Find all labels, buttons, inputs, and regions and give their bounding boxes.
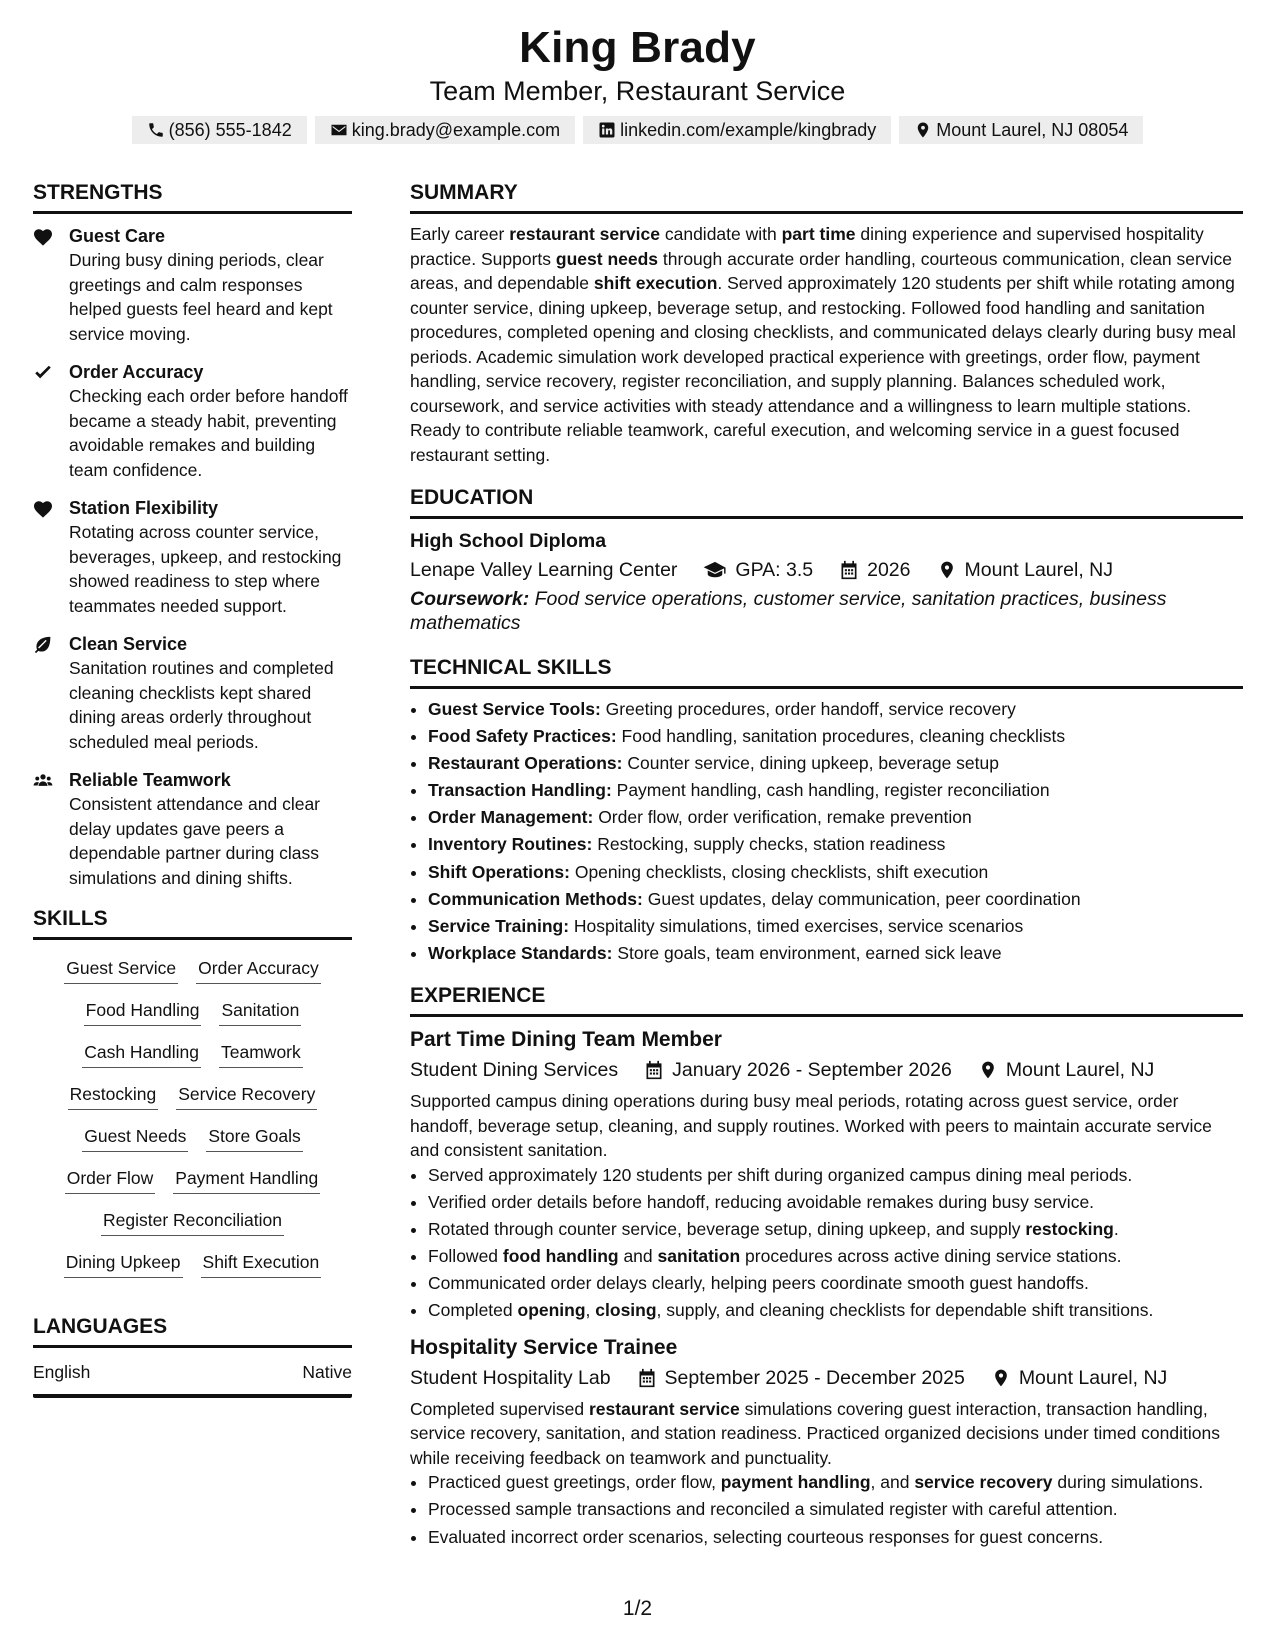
candidate-name: King Brady	[519, 23, 756, 72]
skills-row	[39, 1040, 346, 1068]
strength-desc: Sanitation routines and completed cleaning checklists kept shared dining areas orderly throughout scheduled meal periods.	[69, 658, 334, 752]
technical-skill-text: Greeting procedures, order handoff, service recovery	[605, 699, 1016, 719]
job-bullet	[428, 1190, 1243, 1215]
language-row	[33, 1352, 352, 1398]
technical-skill-item	[428, 805, 1243, 830]
skill-chip: Service Recovery	[176, 1082, 317, 1110]
skill-chip: Register Reconciliation	[101, 1208, 284, 1236]
job-meta	[410, 1363, 1243, 1393]
education-coursework	[410, 587, 1243, 635]
text-segment: . Served approximately 120 students per shift while rotating among counter service, dining upkeep, beverage setup, and restocking. Followed food handling and sanitation procedures, completed opening and closing checklists, and communicated delays clearly during busy meal periods. Academic simulation work developed practical experience with greetings, order flow, payment handling, service recovery, register reconciliation, and supply planning. Balances scheduled work, coursework, and service activities with steady attendance and a willingness to learn multiple stations. Ready to contribute reliable teamwork, careful execution, and welcoming service in a guest focused restaurant setting.	[410, 273, 1236, 465]
skill-chip: Order Flow	[65, 1166, 156, 1194]
phone-icon	[147, 121, 165, 139]
technical-skill-label: Shift Operations:	[428, 861, 570, 882]
linkedin-icon	[598, 121, 616, 139]
calendar-icon	[839, 560, 859, 580]
bold-text: part time	[781, 224, 856, 244]
job-bullet	[428, 1217, 1243, 1242]
summary-text	[410, 222, 1243, 467]
technical-skill-text: Store goals, team environment, earned sick leave	[617, 942, 1002, 963]
technical-skill-item	[428, 860, 1243, 885]
job-bullet	[428, 1525, 1243, 1550]
bold-text: opening	[517, 1300, 586, 1321]
job-org: Student Hospitality Lab	[410, 1366, 611, 1389]
location-pin-icon	[978, 1060, 998, 1080]
text-segment: Verified order details before handoff, reducing avoidable remakes during busy service.	[428, 1191, 1095, 1212]
bold-text: shift execution	[593, 273, 718, 293]
checkmark-icon	[33, 364, 53, 382]
skills-heading: SKILLS	[33, 904, 352, 940]
technical-skill-text: Food handling, sanitation procedures, cleaning checklists	[621, 726, 1066, 747]
location-pin-icon	[937, 560, 957, 580]
contact-linkedin[interactable]	[583, 116, 891, 144]
bold-text: restaurant service	[509, 224, 660, 244]
skill-chip: Food Handling	[84, 998, 202, 1026]
language-name: English	[33, 1362, 91, 1382]
technical-skill-text: Counter service, dining upkeep, beverage setup	[627, 753, 999, 774]
education-heading: EDUCATION	[410, 483, 1243, 519]
text-segment: dining experience and supervised hospitality practice. Supports	[410, 224, 1204, 269]
technical-skill-item	[428, 914, 1243, 939]
strength-desc: Rotating across counter service, beverages, upkeep, and restocking showed readiness to step where teammates needed support.	[69, 522, 342, 616]
technical-skill-label: Order Management:	[428, 807, 594, 828]
candidate-title: Team Member, Restaurant Service	[429, 76, 846, 106]
skill-chip: Sanitation	[219, 998, 301, 1026]
strengths-heading: STRENGTHS	[33, 178, 352, 214]
skills-row	[39, 1208, 346, 1236]
technical-skill-item	[428, 778, 1243, 803]
skill-chip: Shift Execution	[201, 1250, 322, 1278]
technical-skill-text: Payment handling, cash handling, register reconciliation	[616, 780, 1050, 801]
text-segment: Supported campus dining operations during busy meal periods, rotating across guest service, order handoff, beverage setup, cleaning, and supply routines. Worked with peers to maintain accurate service and consistent sanitation.	[410, 1091, 1212, 1161]
job-bullet	[428, 1244, 1243, 1269]
text-segment: Followed	[428, 1246, 503, 1267]
technical-skill-label: Workplace Standards:	[428, 942, 613, 963]
education-year: 2026	[867, 559, 911, 581]
text-segment: Practiced guest greetings, order flow,	[428, 1472, 721, 1493]
strength-title: Clean Service	[69, 634, 188, 654]
job-description	[410, 1397, 1243, 1471]
strength-desc: Checking each order before handoff became a steady habit, preventing avoidable remakes and building team confidence.	[69, 386, 348, 480]
page-number: 1/2	[622, 1597, 653, 1620]
language-level: Native	[302, 1362, 352, 1382]
location-pin-icon	[914, 121, 932, 139]
job-dates: September 2025 - December 2025	[664, 1366, 965, 1389]
job-bullet	[428, 1163, 1243, 1188]
technical-skill-text: Order flow, order verification, remake prevention	[598, 807, 972, 828]
text-segment: Early career	[410, 224, 510, 244]
skills-row	[39, 1166, 346, 1194]
skills-row	[39, 956, 346, 984]
text-segment: .	[1113, 1219, 1119, 1240]
skill-chip: Store Goals	[206, 1124, 302, 1152]
users-icon	[33, 772, 53, 790]
experience-heading: EXPERIENCE	[410, 981, 1243, 1017]
skill-chip: Teamwork	[219, 1040, 303, 1068]
contact-linkedin-text: linkedin.com/example/kingbrady	[620, 120, 877, 140]
job-bullets	[410, 1470, 1243, 1549]
job-org: Student Dining Services	[410, 1059, 619, 1082]
location-pin-icon	[991, 1368, 1011, 1388]
contact-email[interactable]	[315, 116, 575, 144]
contact-email-text: king.brady@example.com	[351, 120, 561, 140]
coursework-label: Coursework:	[410, 588, 530, 610]
technical-skill-label: Transaction Handling:	[428, 780, 612, 801]
job-location: Mount Laurel, NJ	[1018, 1366, 1168, 1389]
job-entry	[410, 1333, 1243, 1549]
skills-row	[39, 1082, 346, 1110]
technical-skill-label: Communication Methods:	[428, 888, 643, 909]
technical-skill-text: Hospitality simulations, timed exercises, service scenarios	[573, 915, 1024, 936]
text-segment: Served approximately 120 students per shift during organized campus dining meal periods.	[428, 1164, 1133, 1185]
technical-skills-heading: TECHNICAL SKILLS	[410, 653, 1243, 689]
contact-phone[interactable]	[132, 116, 307, 144]
technical-skill-item	[428, 887, 1243, 912]
job-bullet	[428, 1470, 1243, 1495]
skill-chip: Guest Needs	[82, 1124, 188, 1152]
heart-icon	[33, 228, 53, 246]
text-segment: Processed sample transactions and reconciled a simulated register with careful attention.	[428, 1499, 1118, 1520]
bold-text: payment handling	[720, 1472, 871, 1493]
skill-chip: Guest Service	[64, 956, 178, 984]
strength-title: Reliable Teamwork	[69, 770, 231, 790]
job-entry	[410, 1025, 1243, 1322]
job-meta	[410, 1055, 1243, 1085]
job-dates: January 2026 - September 2026	[672, 1059, 952, 1082]
text-segment: simulations covering guest interaction, transaction handling, service recovery, sanitation, and station readiness. Practiced organized decisions under timed conditions while receiving feedback on teamwork and punctuality.	[410, 1398, 1220, 1468]
strength-item	[33, 496, 352, 618]
technical-skill-label: Guest Service Tools:	[428, 699, 601, 719]
education-gpa: GPA: 3.5	[735, 559, 814, 581]
technical-skill-text: Guest updates, delay communication, peer coordination	[647, 888, 1081, 909]
resume-header	[0, 0, 1275, 144]
technical-skill-label: Food Safety Practices:	[428, 726, 617, 747]
bold-text: restaurant service	[588, 1398, 740, 1419]
text-segment: and	[618, 1246, 658, 1267]
text-segment: , supply, and cleaning checklists for dependable shift transitions.	[656, 1300, 1154, 1321]
languages-heading: LANGUAGES	[33, 1312, 352, 1348]
job-description	[410, 1089, 1243, 1163]
text-segment: during simulations.	[1052, 1472, 1204, 1493]
text-segment: candidate with	[660, 224, 782, 244]
technical-skills-list	[410, 697, 1243, 965]
technical-skill-item	[428, 832, 1243, 857]
strength-item	[33, 632, 352, 754]
skill-chip: Cash Handling	[82, 1040, 201, 1068]
text-segment: through accurate order handling, courteous communication, clean service areas, and dependable	[410, 248, 1232, 293]
job-location: Mount Laurel, NJ	[1005, 1059, 1155, 1082]
technical-skill-text: Restocking, supply checks, station readiness	[597, 834, 946, 855]
technical-skill-label: Inventory Routines:	[428, 834, 593, 855]
graduation-cap-icon	[703, 560, 727, 580]
contact-bar	[0, 116, 1275, 144]
bold-text: guest needs	[555, 248, 659, 269]
text-segment: Completed	[428, 1300, 518, 1321]
skill-chip: Payment Handling	[173, 1166, 320, 1194]
job-bullet	[428, 1497, 1243, 1522]
technical-skill-item	[428, 697, 1243, 722]
technical-skill-text: Opening checklists, closing checklists, shift execution	[574, 861, 989, 882]
education-meta	[410, 555, 1243, 585]
strengths-list	[33, 224, 352, 890]
technical-skill-item	[428, 751, 1243, 776]
skill-chip: Restocking	[68, 1082, 159, 1110]
bold-text: sanitation	[657, 1246, 741, 1267]
education-degree: High School Diploma	[410, 530, 607, 552]
education-school: Lenape Valley Learning Center	[410, 559, 678, 581]
experience-list	[410, 1025, 1243, 1549]
bold-text: restocking	[1025, 1219, 1114, 1240]
strength-title: Guest Care	[69, 226, 166, 246]
calendar-icon	[637, 1368, 657, 1388]
skill-chip: Order Accuracy	[196, 956, 321, 984]
text-segment: Evaluated incorrect order scenarios, selecting courteous responses for guest concerns.	[428, 1526, 1104, 1547]
text-segment: Completed supervised	[410, 1398, 589, 1419]
strength-desc: Consistent attendance and clear delay updates gave peers a dependable partner during class simulations and dining shifts.	[69, 794, 320, 888]
right-column	[410, 178, 1243, 1559]
bold-text: closing	[595, 1300, 657, 1321]
summary-heading: SUMMARY	[410, 178, 1243, 214]
technical-skill-item	[428, 724, 1243, 749]
skill-chip: Dining Upkeep	[64, 1250, 183, 1278]
strength-item	[33, 224, 352, 346]
strength-desc: During busy dining periods, clear greetings and calm responses helped guests feel heard and kept service moving.	[69, 250, 333, 344]
skills-list	[33, 952, 352, 1278]
text-segment: procedures across active dining service stations.	[740, 1246, 1122, 1267]
job-bullet	[428, 1298, 1243, 1323]
technical-skill-label: Service Training:	[428, 915, 570, 936]
strength-item	[33, 360, 352, 482]
strength-item	[33, 768, 352, 890]
left-column	[33, 178, 352, 1398]
contact-phone-text: (856) 555-1842	[168, 120, 292, 140]
strength-title: Station Flexibility	[69, 498, 219, 518]
calendar-icon	[644, 1060, 664, 1080]
job-bullet	[428, 1271, 1243, 1296]
text-segment: Rotated through counter service, beverage setup, dining upkeep, and supply	[428, 1219, 1026, 1240]
skills-row	[39, 1124, 346, 1152]
bold-text: service recovery	[914, 1472, 1053, 1493]
skills-row	[39, 1250, 346, 1278]
education-location: Mount Laurel, NJ	[964, 559, 1113, 581]
job-title: Part Time Dining Team Member	[410, 1028, 722, 1052]
contact-location	[899, 116, 1143, 144]
text-segment: Communicated order delays clearly, helping peers coordinate smooth guest handoffs.	[428, 1273, 1089, 1294]
job-title: Hospitality Service Trainee	[410, 1335, 678, 1359]
contact-location-text: Mount Laurel, NJ 08054	[936, 120, 1129, 140]
technical-skill-label: Restaurant Operations:	[428, 753, 623, 774]
bold-text: food handling	[502, 1246, 619, 1267]
job-bullets	[410, 1163, 1243, 1323]
text-segment: ,	[585, 1300, 596, 1321]
technical-skill-item	[428, 941, 1243, 966]
strength-title: Order Accuracy	[69, 362, 204, 382]
coursework-text: Food service operations, customer service, sanitation practices, business mathematics	[410, 588, 1167, 634]
envelope-icon	[330, 121, 348, 139]
text-segment: , and	[870, 1472, 915, 1493]
leaf-icon	[33, 636, 53, 654]
skills-row	[39, 998, 346, 1026]
heart-icon	[33, 500, 53, 518]
